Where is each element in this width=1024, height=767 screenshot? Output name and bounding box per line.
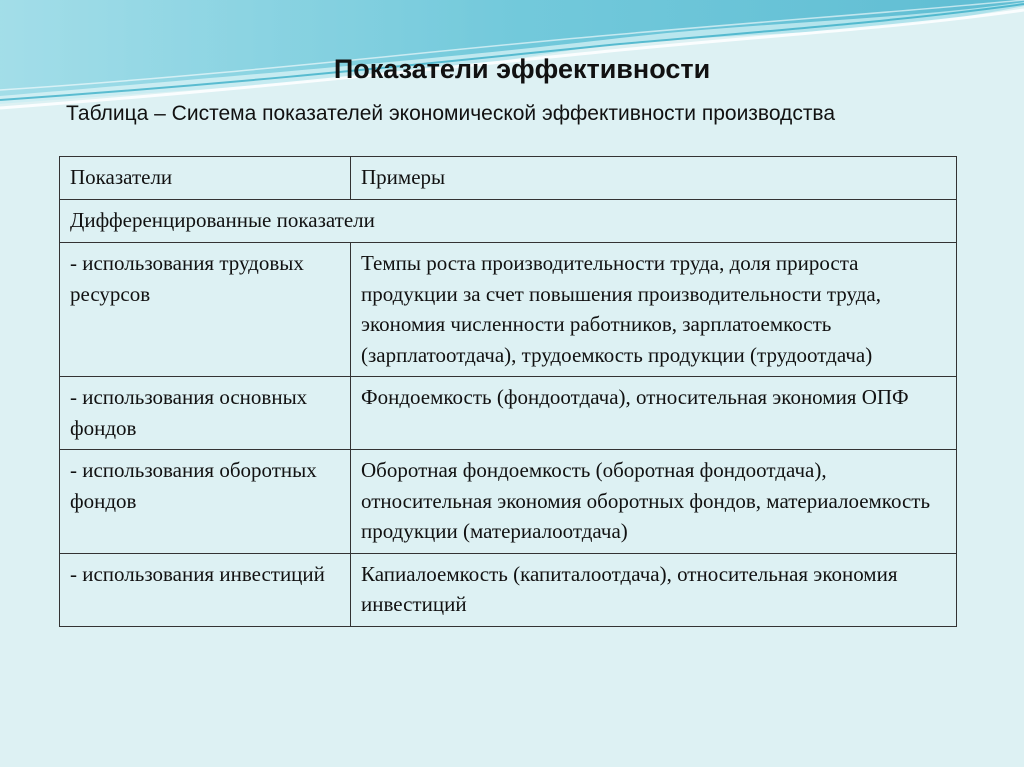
row-indicator: - использования основных фондов [60, 377, 351, 450]
row-indicator: - использования трудовых ресурсов [60, 243, 351, 377]
row-examples: Темпы роста производительности труда, доля прироста продукции за счет повышения производительности труда, экономия численности работников, зарплатоемкость (зарплатоотдача), трудоемкость продукции (трудоотдача) [351, 243, 957, 377]
header-indicators: Показатели [60, 157, 351, 200]
table-row [60, 553, 957, 626]
row-indicator: - использования оборотных фондов [60, 450, 351, 554]
table-header-row [60, 157, 957, 200]
section-label: Дифференцированные показатели [60, 200, 957, 243]
table-section-row [60, 200, 957, 243]
row-examples: Капиалоемкость (капиталоотдача), относительная экономия инвестиций [351, 553, 957, 626]
table-row [60, 377, 957, 450]
slide-title: Показатели эффективности [333, 54, 711, 84]
row-examples: Оборотная фондоемкость (оборотная фондоотдача), относительная экономия оборотных фондов, материалоемкость продукции (материалоотдача) [351, 450, 957, 554]
efficiency-indicators-table [59, 156, 957, 627]
row-examples: Фондоемкость (фондоотдача), относительная экономия ОПФ [351, 377, 957, 450]
table-caption: Таблица – Система показателей экономической эффективности производства [66, 102, 836, 125]
table-row [60, 243, 957, 377]
header-examples: Примеры [351, 157, 957, 200]
row-indicator: - использования инвестиций [60, 553, 351, 626]
table-row [60, 450, 957, 554]
